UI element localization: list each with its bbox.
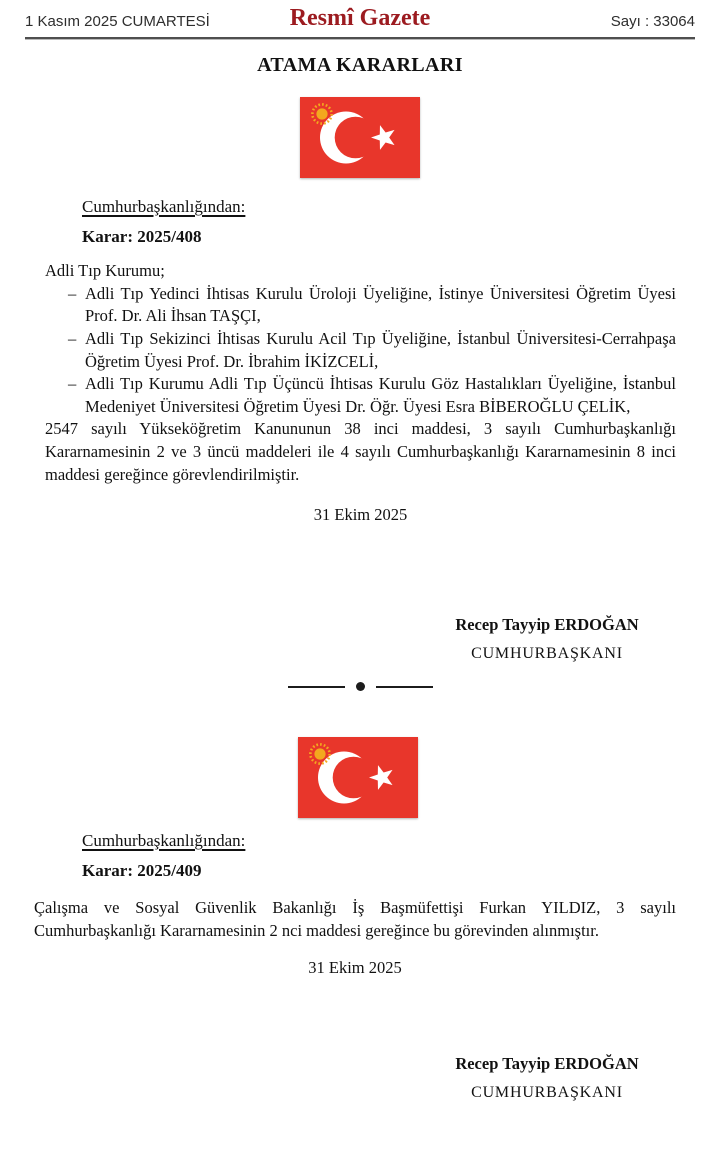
presidential-flag-icon [300,97,420,178]
appointment-text: Adli Tıp Sekizinci İhtisas Kurulu Acil Tıp Üyeliğine, İstanbul Üniversitesi-Cerrahpaşa Öğretim Üyesi Prof. Dr. İbrahim İKİZCELİ, [85,328,676,371]
section-separator [0,682,720,691]
list-item [45,283,676,328]
decree-408 [45,196,676,527]
signature-name: Recep Tayyip ERDOĞAN [455,1054,639,1073]
sun-emblem-icon [316,108,327,119]
closing-paragraph: 2547 sayılı Yükseköğretim Kanununun 38 inci maddesi, 3 sayılı Cumhurbaşkanlığı Kararnamesinin 2 ve 3 üncü maddeleri ile 4 sayılı Cumhurbaşkanlığı Kararnamesinin 8 inci maddesi gereğince görevlendirilmiştir. [45,419,676,484]
separator-line [288,686,345,688]
signature-block [416,1054,678,1102]
decree-intro: Adli Tıp Kurumu; [45,261,165,281]
decree-number: Karar: 2025/408 [82,226,202,246]
page-title: ATAMA KARARLARI [257,54,463,76]
separator-dot [356,682,365,691]
list-dash: – [68,374,77,394]
authority-heading: Cumhurbaşkanlığından: [82,831,246,850]
crescent-cutout [335,117,377,159]
list-item [45,328,676,373]
separator-line [376,686,433,688]
signature-name: Recep Tayyip ERDOĞAN [455,615,639,634]
masthead-title: Resmî Gazete [289,5,431,31]
presidential-flag-icon [298,737,418,818]
appointment-text: Adli Tıp Yedinci İhtisas Kurulu Üroloji Üyeliğine, İstinye Üniversitesi Öğretim Üyesi Prof. Dr. Ali İhsan TAŞÇI, [85,283,676,326]
header-divider [25,37,695,40]
signature-title: CUMHURBAŞKANI [471,645,623,662]
decree-body: Çalışma ve Sosyal Güvenlik Bakanlığı İş Başmüfettişi Furkan YILDIZ, 3 sayılı Cumhurbaşkanlığı Kararnamesinin 2 nci maddesi gereğince bu görevinden alınmıştır. [34,898,676,940]
signature-title: CUMHURBAŞKANI [471,1084,623,1101]
appointment-list [45,283,676,419]
authority-heading: Cumhurbaşkanlığından: [82,197,246,216]
appointment-text: Adli Tıp Kurumu Adli Tıp Üçüncü İhtisas Kurulu Göz Hastalıkları Üyeliğine, İstanbul Medeniyet Üniversitesi Öğretim Üyesi Dr. Öğr. Üyesi Esra BİBEROĞLU ÇELİK, [85,374,676,416]
crescent-cutout [333,757,375,799]
list-item [45,373,676,418]
decree-date: 31 Ekim 2025 [313,505,408,525]
list-dash: – [68,283,77,303]
header-date: 1 Kasım 2025 CUMARTESİ [25,13,210,30]
issue-number: Sayı : 33064 [610,13,695,30]
signature-block [416,615,678,663]
sun-emblem-icon [314,748,325,759]
decree-number: Karar: 2025/409 [82,861,202,880]
decree-date: 31 Ekim 2025 [308,958,402,977]
decree-409 [34,829,676,979]
list-dash: – [68,328,77,348]
